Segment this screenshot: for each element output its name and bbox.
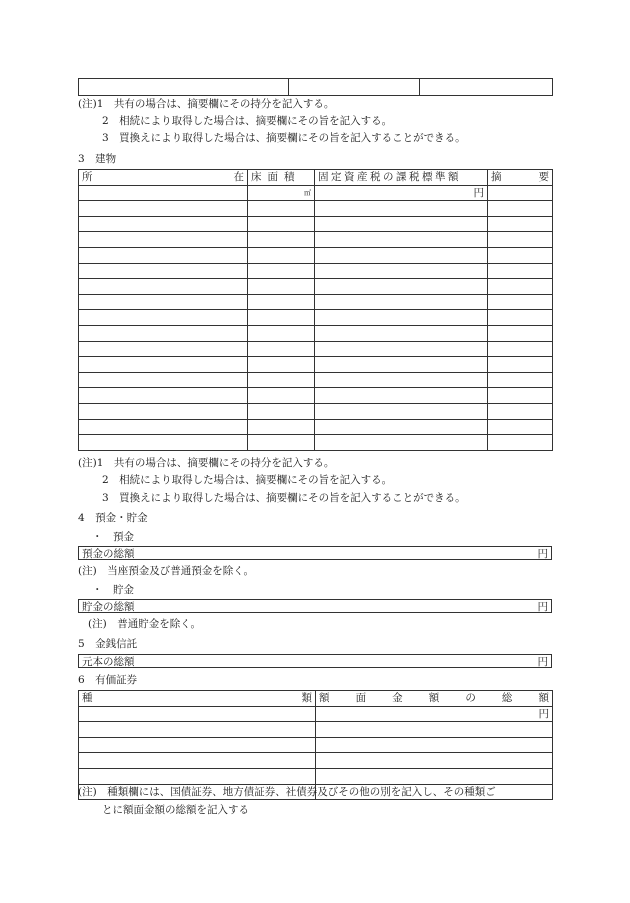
location-header <box>79 170 248 186</box>
location-header-right: 在 <box>233 171 244 184</box>
tax-value-cell[interactable] <box>315 357 488 373</box>
table-row <box>79 279 553 295</box>
remarks-cell[interactable] <box>488 201 553 217</box>
land-cell[interactable] <box>79 79 289 96</box>
location-cell[interactable] <box>79 372 248 388</box>
deposit-subheading: ・ 預金 <box>92 531 134 543</box>
floor-area-cell[interactable] <box>248 294 315 310</box>
securities-units-row <box>79 706 553 722</box>
tax-value-cell[interactable] <box>315 216 488 232</box>
table-row <box>79 294 553 310</box>
floor-area-cell[interactable] <box>248 201 315 217</box>
tax-value-cell[interactable] <box>315 310 488 326</box>
remarks-cell[interactable] <box>488 435 553 451</box>
total-face-header-label: 額 面 金 額 の 総 額 <box>319 692 549 705</box>
remarks-cell[interactable] <box>488 419 553 435</box>
location-header-left: 所 <box>82 171 93 184</box>
type-header <box>79 691 316 707</box>
deposit-note: (注) 当座預金及び普通預金を除く。 <box>78 565 254 577</box>
remarks-cell[interactable] <box>488 388 553 404</box>
remarks-header-left: 摘 <box>491 171 502 184</box>
table-row <box>79 341 553 357</box>
land-cell[interactable] <box>420 79 553 96</box>
location-cell[interactable] <box>79 279 248 295</box>
tax-value-cell[interactable] <box>315 341 488 357</box>
location-cell[interactable] <box>79 201 248 217</box>
type-cell[interactable] <box>79 737 316 753</box>
buildings-table <box>78 169 553 451</box>
remarks-cell[interactable] <box>488 310 553 326</box>
building-note-2: 2 相続により取得した場合は、摘要欄にその旨を記入する。 <box>102 474 393 486</box>
location-cell[interactable] <box>79 263 248 279</box>
remarks-cell[interactable] <box>488 263 553 279</box>
principal-total-field[interactable] <box>78 654 552 668</box>
buildings-header-row <box>79 170 553 186</box>
tax-value-cell[interactable] <box>315 201 488 217</box>
land-cell[interactable] <box>289 79 420 96</box>
remarks-cell[interactable] <box>488 403 553 419</box>
buildings-units-row <box>79 185 553 201</box>
floor-area-cell[interactable] <box>248 232 315 248</box>
floor-area-cell[interactable] <box>248 403 315 419</box>
table-row <box>79 232 553 248</box>
savings-total-unit: 円 <box>537 601 548 613</box>
floor-area-cell[interactable] <box>248 216 315 232</box>
savings-total-label: 貯金の総額 <box>82 601 135 613</box>
total-face-cell[interactable] <box>316 768 553 784</box>
floor-area-cell[interactable] <box>248 357 315 373</box>
land-table-last-row <box>78 78 553 96</box>
remarks-cell[interactable] <box>488 216 553 232</box>
table-row <box>79 247 553 263</box>
floor-area-cell[interactable] <box>248 372 315 388</box>
floor-area-cell[interactable] <box>248 325 315 341</box>
table-row <box>79 737 553 753</box>
table-row <box>79 310 553 326</box>
tax-value-cell[interactable] <box>315 325 488 341</box>
floor-area-cell[interactable] <box>248 341 315 357</box>
location-cell[interactable] <box>79 325 248 341</box>
remarks-header <box>488 170 553 186</box>
principal-total-unit: 円 <box>537 656 548 668</box>
land-note-2: 2 相続により取得した場合は、摘要欄にその旨を記入する。 <box>102 115 393 127</box>
tax-value-cell[interactable] <box>315 388 488 404</box>
building-note-1: (注)1 共有の場合は、摘要欄にその持分を記入する。 <box>78 457 335 469</box>
remarks-header-right: 要 <box>538 171 549 184</box>
total-face-cell[interactable] <box>316 737 553 753</box>
table-row <box>79 325 553 341</box>
buildings-heading: 3 建物 <box>78 153 117 165</box>
deposit-total-unit: 円 <box>537 548 548 560</box>
tax-value-unit: 円 <box>315 185 488 201</box>
principal-total-label: 元本の総額 <box>82 656 135 668</box>
location-cell[interactable] <box>79 403 248 419</box>
tax-value-cell[interactable] <box>315 279 488 295</box>
tax-value-cell[interactable] <box>315 263 488 279</box>
table-row <box>79 372 553 388</box>
remarks-cell[interactable] <box>488 247 553 263</box>
location-cell[interactable] <box>79 216 248 232</box>
remarks-cell[interactable] <box>488 325 553 341</box>
land-note-1: (注)1 共有の場合は、摘要欄にその持分を記入する。 <box>78 98 335 110</box>
securities-note-line-2: とに額面金額の総額を記入する <box>102 804 249 816</box>
remarks-cell[interactable] <box>488 294 553 310</box>
type-cell[interactable] <box>79 722 316 738</box>
table-row <box>79 403 553 419</box>
tax-value-header: 固定資産税の課税標準額 <box>315 170 488 186</box>
floor-area-cell[interactable] <box>248 279 315 295</box>
location-cell[interactable] <box>79 247 248 263</box>
tax-value-cell[interactable] <box>315 372 488 388</box>
deposit-total-label: 預金の総額 <box>82 548 135 560</box>
location-cell[interactable] <box>79 294 248 310</box>
deposit-total-field[interactable] <box>78 546 552 560</box>
floor-area-cell[interactable] <box>248 419 315 435</box>
total-face-header <box>316 691 553 707</box>
tax-value-cell[interactable] <box>315 247 488 263</box>
table-row <box>79 753 553 769</box>
total-face-cell[interactable] <box>316 753 553 769</box>
tax-value-cell[interactable] <box>315 419 488 435</box>
remarks-cell[interactable] <box>488 372 553 388</box>
location-cell[interactable] <box>79 232 248 248</box>
tax-value-cell[interactable] <box>315 435 488 451</box>
land-note-3: 3 買換えにより取得した場合は、摘要欄にその旨を記入することができる。 <box>102 132 466 144</box>
securities-heading: 6 有価証券 <box>78 674 138 686</box>
table-row <box>79 216 553 232</box>
location-cell[interactable] <box>79 185 248 201</box>
type-cell[interactable] <box>79 706 316 722</box>
table-row <box>79 388 553 404</box>
floor-area-cell[interactable] <box>248 388 315 404</box>
type-cell[interactable] <box>79 768 316 784</box>
trust-heading: 5 金銭信託 <box>78 638 138 650</box>
savings-total-field[interactable] <box>78 599 552 613</box>
floor-area-cell[interactable] <box>248 435 315 451</box>
location-cell[interactable] <box>79 310 248 326</box>
type-header-label: 種 類 <box>82 692 312 705</box>
tax-value-cell[interactable] <box>315 294 488 310</box>
remarks-cell[interactable] <box>488 185 553 201</box>
remarks-cell[interactable] <box>488 341 553 357</box>
table-row <box>79 722 553 738</box>
location-cell[interactable] <box>79 388 248 404</box>
securities-note-line-1: (注) 種類欄には、国債証券、地方債証券、社債券及びその他の別を記入し、その種類ご <box>78 786 496 798</box>
deposits-heading: 4 預金・貯金 <box>78 512 148 524</box>
total-face-cell[interactable] <box>316 722 553 738</box>
building-note-3: 3 買換えにより取得した場合は、摘要欄にその旨を記入することができる。 <box>102 492 466 504</box>
remarks-cell[interactable] <box>488 357 553 373</box>
table-row <box>79 357 553 373</box>
table-row <box>79 419 553 435</box>
location-cell[interactable] <box>79 419 248 435</box>
location-cell[interactable] <box>79 435 248 451</box>
buildings-body <box>79 201 553 451</box>
savings-note: (注) 普通貯金を除く。 <box>88 618 201 630</box>
table-row <box>79 768 553 784</box>
floor-area-cell[interactable] <box>248 263 315 279</box>
floor-area-cell[interactable] <box>248 310 315 326</box>
location-cell[interactable] <box>79 341 248 357</box>
floor-area-unit: ㎡ <box>248 185 315 201</box>
location-cell[interactable] <box>79 357 248 373</box>
total-face-unit: 円 <box>316 706 553 722</box>
remarks-cell[interactable] <box>488 279 553 295</box>
floor-area-cell[interactable] <box>248 247 315 263</box>
table-row <box>79 435 553 451</box>
securities-header-row <box>79 691 553 707</box>
tax-value-cell[interactable] <box>315 232 488 248</box>
remarks-cell[interactable] <box>488 232 553 248</box>
table-row <box>79 201 553 217</box>
savings-subheading: ・ 貯金 <box>92 584 134 596</box>
type-cell[interactable] <box>79 753 316 769</box>
floor-area-header: 床面積 <box>248 170 315 186</box>
tax-value-cell[interactable] <box>315 403 488 419</box>
table-row <box>79 263 553 279</box>
